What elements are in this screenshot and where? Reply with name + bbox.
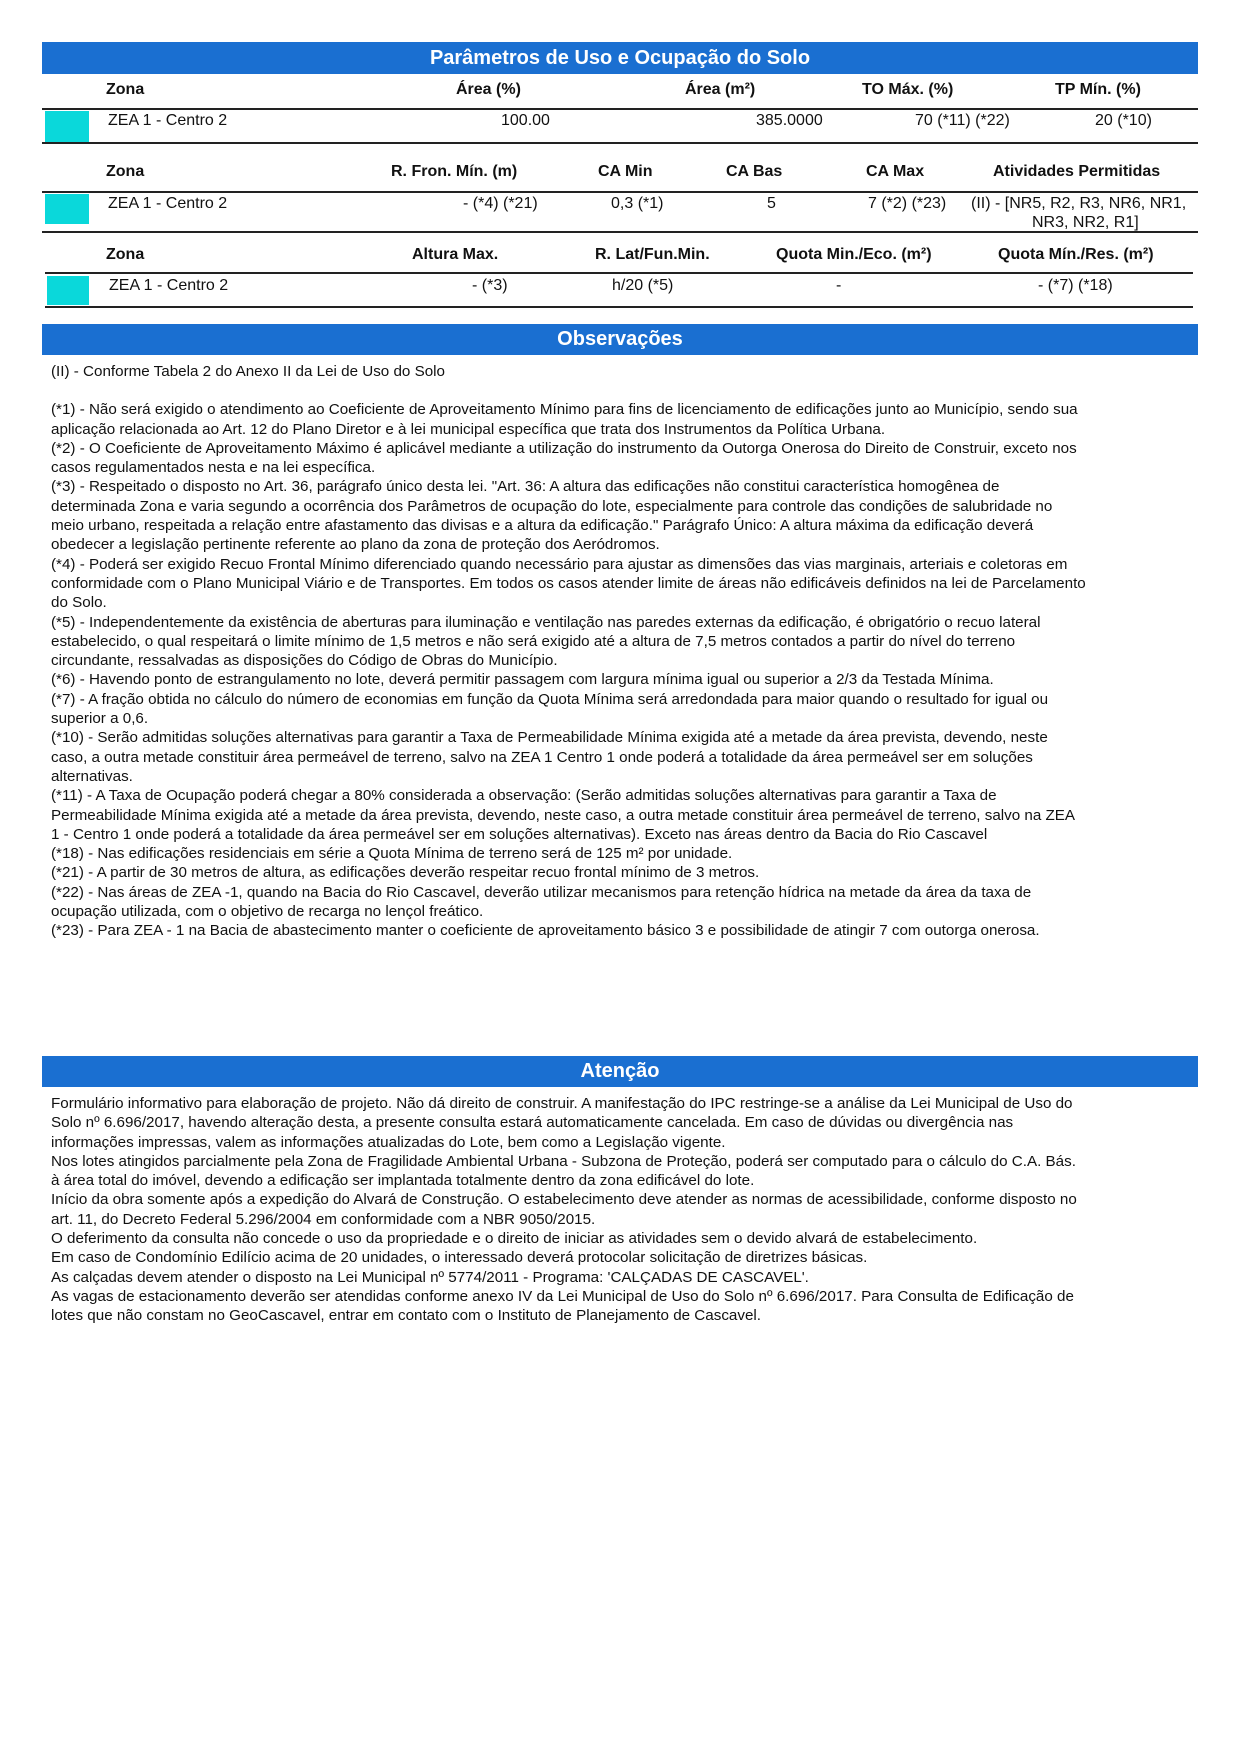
observacoes-line: determinada Zona e varia segundo a ocorrência dos Parâmetros de ocupação do lote, especialmente para controle das condições de salubridade no: [51, 497, 1053, 515]
table1-cell-area-pct: 100.00: [501, 112, 550, 129]
table3-divider: [45, 272, 1193, 274]
table3-cell-r-lat: h/20 (*5): [612, 277, 674, 294]
observacoes-line: (*5) - Independentemente da existência de aberturas para iluminação e ventilação nas paredes externas da edificação, é obrigatório o recuo lateral: [51, 613, 1041, 631]
atencao-line: lotes que não constam no GeoCascavel, entrar em contato com o Instituto de Planejamento de Cascavel.: [51, 1307, 761, 1325]
observacoes-line: (*4) - Poderá ser exigido Recuo Frontal Mínimo diferenciado quando necessário para ajustar as dimensões das vias marginais, arteriais e coletoras em: [51, 555, 1068, 573]
observacoes-line: Permeabilidade Mínima exigida até a metade da área prevista, devendo, neste caso, a outra metade constituir área permeável de terreno, salvo na ZEA: [51, 806, 1076, 824]
table1-header-area-pct: Área (%): [456, 81, 521, 98]
table2-header-zona: Zona: [106, 163, 145, 180]
table1-header-row: [42, 81, 1198, 101]
table3-cell-altura: - (*3): [472, 277, 508, 294]
table1-cell-tp-min: 20 (*10): [1095, 112, 1152, 129]
table3-header-altura: Altura Max.: [412, 246, 499, 263]
table2-cell-atividades-line2: NR3, NR2, R1]: [1032, 214, 1139, 231]
observacoes-line: (*23) - Para ZEA - 1 na Bacia de abastecimento manter o coeficiente de aproveitamento básico 3 e possibilidade de atingir 7 com outorga onerosa.: [51, 922, 1040, 940]
table3-bottom-rule: [45, 306, 1193, 308]
observacoes-line: (*11) - A Taxa de Ocupação poderá chegar a 80% considerada a observação: (Serão admitidas soluções alternativas para garantir a Taxa de: [51, 787, 997, 805]
table1-cell-area-m2: 385.0000: [756, 112, 823, 129]
atencao-body: [51, 1094, 1201, 1326]
atencao-line: O deferimento da consulta não concede o uso da propriedade e o direito de iniciar as atividades sem o devido alvará de estabelecimento.: [51, 1230, 978, 1248]
observacoes-line: (*22) - Nas áreas de ZEA -1, quando na Bacia do Rio Cascavel, deverão utilizar mecanismos para retenção hídrica na metade da área da taxa de: [51, 883, 1032, 901]
observacoes-line: circundante, ressalvadas as disposições do Código de Obras do Município.: [51, 652, 558, 670]
table2-header-ca-max: CA Max: [866, 163, 925, 180]
table1-header-zona: Zona: [106, 81, 145, 98]
observacoes-line: ocupação utilizada, com o objetivo de recarga no lençol freático.: [51, 903, 484, 921]
atencao-line: As vagas de estacionamento deverão ser atendidas conforme anexo IV da Lei Municipal de Uso do Solo nº 6.696/2017. Para Consulta de Edificação de: [51, 1287, 1074, 1305]
table2-cell-zona: ZEA 1 - Centro 2: [108, 195, 228, 212]
table1-cell-to-max: 70 (*11) (*22): [915, 112, 1010, 129]
observacoes-line: conformidade com o Plano Municipal Viário e de Transportes. Em todos os casos atender limite de áreas não edificáveis definidos na lei de Parcelamento: [51, 574, 1086, 592]
observacoes-line: meio urbano, respeitada a relação entre afastamento das divisas e a altura da edificação." Parágrafo Único: A altura máxima da edificação deverá: [51, 517, 1034, 535]
table3-cell-zona: ZEA 1 - Centro 2: [109, 277, 229, 294]
observacoes-line: aplicação relacionada ao Art. 12 do Plano Diretor e à lei municipal específica que trata dos Instrumentos da Política Urbana.: [51, 420, 886, 438]
observacoes-body: [51, 362, 1201, 941]
table3-header-quota-res: Quota Mín./Res. (m²): [998, 246, 1154, 263]
table3-data-row: [42, 277, 1198, 297]
observacoes-line: (*3) - Respeitado o disposto no Art. 36, parágrafo único desta lei. "Art. 36: A altura das edificações não constitui característica homogênea de: [51, 478, 1000, 496]
observacoes-line: (*1) - Não será exigido o atendimento ao Coeficiente de Aproveitamento Mínimo para fins de licenciamento de edificações junto ao Município, sendo sua: [51, 401, 1078, 419]
table3-header-zona: Zona: [106, 246, 145, 263]
atencao-line: à área total do imóvel, devendo a edificação ser implantada totalmente dentro da zona edificável do lote.: [51, 1172, 755, 1190]
table2-divider: [42, 191, 1198, 193]
table2-bottom-rule: [42, 231, 1198, 233]
table2-cell-ca-min: 0,3 (*1): [611, 195, 664, 212]
atencao-section-title: Atenção: [42, 1056, 1198, 1087]
table2-header-atividades: Atividades Permitidas: [993, 163, 1161, 180]
observacoes-line: obedecer a legislação pertinente referente ao plano da zona de proteção dos Aeródromos.: [51, 536, 660, 554]
table1-header-to-max: TO Máx. (%): [862, 81, 954, 98]
table2-header-r-fron: R. Fron. Mín. (m): [391, 163, 518, 180]
observacoes-line: do Solo.: [51, 594, 107, 612]
table3-header-quota-eco: Quota Min./Eco. (m²): [776, 246, 932, 263]
atencao-line: Nos lotes atingidos parcialmente pela Zona de Fragilidade Ambiental Urbana - Subzona de Proteção, poderá ser computado para o cálculo do C.A. Bás.: [51, 1152, 1076, 1170]
observacoes-notes: [51, 400, 1201, 940]
table1-header-area-m2: Área (m²): [685, 81, 756, 98]
table1-bottom-rule: [42, 142, 1198, 144]
table1-data-row: [42, 112, 1198, 132]
table3-cell-quota-res: - (*7) (*18): [1038, 277, 1113, 294]
table2-cell-r-fron: - (*4) (*21): [463, 195, 538, 212]
atencao-line: Início da obra somente após a expedição do Alvará de Construção. O estabelecimento deve atender as normas de acessibilidade, conforme disposto no: [51, 1191, 1077, 1209]
observacoes-line: alternativas.: [51, 767, 133, 785]
table3-header-r-lat: R. Lat/Fun.Min.: [595, 246, 710, 263]
params-section-title: Parâmetros de Uso e Ocupação do Solo: [42, 42, 1198, 74]
table2-cell-ca-bas: 5: [767, 195, 776, 212]
table2-cell-atividades-line1: (II) - [NR5, R2, R3, NR6, NR1,: [971, 195, 1187, 212]
table2-header-ca-min: CA Min: [598, 163, 653, 180]
atencao-line: Em caso de Condomínio Edilício acima de 20 unidades, o interessado deverá protocolar solicitação de diretrizes básicas.: [51, 1249, 868, 1267]
table1-header-tp-min: TP Mín. (%): [1055, 81, 1141, 98]
observacoes-line: (*10) - Serão admitidas soluções alternativas para garantir a Taxa de Permeabilidade Mínima exigida até a metade da área prevista, devendo, neste: [51, 729, 1048, 747]
observacoes-line: superior a 0,6.: [51, 710, 149, 728]
atencao-line: As calçadas devem atender o disposto na Lei Municipal nº 5774/2011 - Programa: 'CALÇADAS DE CASCAVEL'.: [51, 1268, 809, 1286]
observacoes-line: (*6) - Havendo ponto de estrangulamento no lote, deverá permitir passagem com largura mínima igual ou superior a 2/3 da Testada Mínima.: [51, 671, 994, 689]
atencao-line: informações impressas, valem as informações atualizadas do Lote, bem como a Legislação vigente.: [51, 1133, 726, 1151]
table3-cell-quota-eco: -: [836, 277, 842, 294]
observacoes-line: 1 - Centro 1 onde poderá a totalidade da área permeável ser em soluções alternativas). Exceto nas áreas dentro da Bacia do Rio Cascavel: [51, 825, 988, 843]
table2-header-row: [42, 163, 1198, 183]
observacoes-line: (*18) - Nas edificações residenciais em série a Quota Mínima de terreno será de 125 m² por unidade.: [51, 845, 733, 863]
atencao-notes: [51, 1094, 1201, 1326]
table1-divider: [42, 108, 1198, 110]
table2-data-row: [42, 195, 1198, 235]
observacoes-intro: (II) - Conforme Tabela 2 do Anexo II da Lei de Uso do Solo: [51, 363, 445, 380]
table2-header-ca-bas: CA Bas: [726, 163, 783, 180]
observacoes-line: caso, a outra metade constituir área permeável de terreno, salvo na ZEA 1 Centro 1 onde poderá a totalidade da área permeável ser em soluções: [51, 748, 1033, 766]
observacoes-line: casos regulamentados nesta e na lei específica.: [51, 459, 376, 477]
table1-cell-zona: ZEA 1 - Centro 2: [108, 112, 228, 129]
atencao-line: art. 11, do Decreto Federal 5.296/2004 em conformidade com a NBR 9050/2015.: [51, 1210, 596, 1228]
observacoes-line: estabelecido, o qual respeitará o limite mínimo de 1,5 metros e não será exigido até a altura de 7,5 metros contados a partir do nível do terreno: [51, 632, 1016, 650]
observacoes-line: (*21) - A partir de 30 metros de altura, as edificações deverão respeitar recuo frontal mínimo de 3 metros.: [51, 864, 760, 882]
atencao-line: Solo nº 6.696/2017, havendo alteração desta, a presente consulta estará automaticamente cancelada. Em caso de dúvidas ou divergência nas: [51, 1114, 1014, 1132]
atencao-line: Formulário informativo para elaboração de projeto. Não dá direito de construir. A manifestação do IPC restringe-se a análise da Lei Municipal de Uso do: [51, 1095, 1073, 1112]
observacoes-section-title: Observações: [42, 324, 1198, 355]
table3-header-row: [42, 246, 1198, 266]
table2-cell-ca-max: 7 (*2) (*23): [868, 195, 947, 212]
observacoes-line: (*7) - A fração obtida no cálculo do número de economias em função da Quota Mínima será arredondada para maior quando o resultado for igual ou: [51, 690, 1049, 708]
observacoes-line: (*2) - O Coeficiente de Aproveitamento Máximo é aplicável mediante a utilização do instrumento da Outorga Onerosa do Direito de Construir, exceto nos: [51, 439, 1077, 457]
